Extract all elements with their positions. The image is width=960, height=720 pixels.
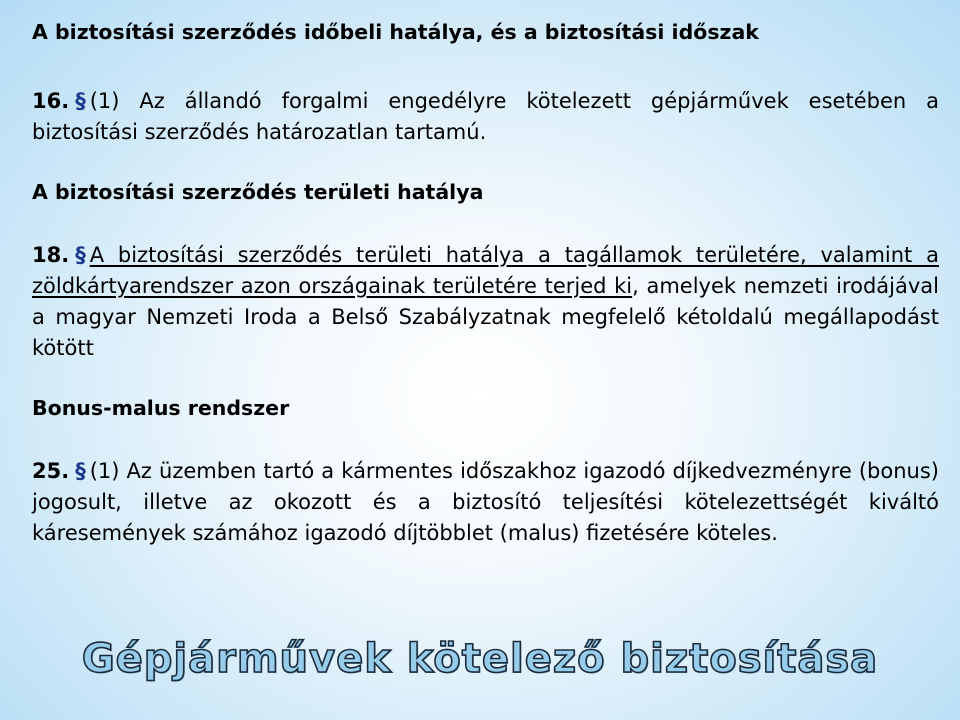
- section-sign-icon: §: [75, 243, 86, 267]
- paragraph-text: (1) Az üzemben tartó a kármentes időszakhoz igazodó díjkedvezményre (bonus) jogosult, illetve az okozott és a biztosító teljesítési kötelezettségét kiváltó káresemények számához igazodó díjtöbblet (malus) fizetésére köteles.: [32, 459, 939, 545]
- slide-content: [32, 18, 939, 549]
- paragraph-18: [32, 240, 939, 364]
- section-heading-territorial-scope: A biztosítási szerződés területi hatálya: [32, 180, 484, 204]
- paragraph-number: 25.: [32, 459, 70, 483]
- section-sign-icon: §: [75, 459, 86, 483]
- section-sign-icon: §: [75, 89, 86, 113]
- paragraph-number: 18.: [32, 243, 70, 267]
- paragraph-text: , amelyek nemzeti irodájával a magyar Nemzeti Iroda a Belső Szabályzatnak megfelelő kétoldalú megállapodást kötött: [32, 274, 939, 360]
- paragraph-number: 16.: [32, 89, 70, 113]
- paragraph-text: (1) Az állandó forgalmi engedélyre kötelezett gépjárművek esetében a biztosítási szerződés határozatlan tartamú.: [32, 89, 939, 144]
- paragraph-25: [32, 456, 939, 549]
- paragraph-text-underlined: A biztosítási szerződés területi hatálya a tagállamok területére, valamint a zöldkártyarendszer azon országainak területére terjed ki: [32, 243, 939, 298]
- section-heading-time-scope: A biztosítási szerződés időbeli hatálya, és a biztosítási időszak: [32, 20, 759, 44]
- paragraph-16: [32, 86, 939, 148]
- section-heading-bonus-malus: Bonus-malus rendszer: [32, 396, 290, 420]
- slide-title: Gépjárművek kötelező biztosítása: [81, 636, 879, 682]
